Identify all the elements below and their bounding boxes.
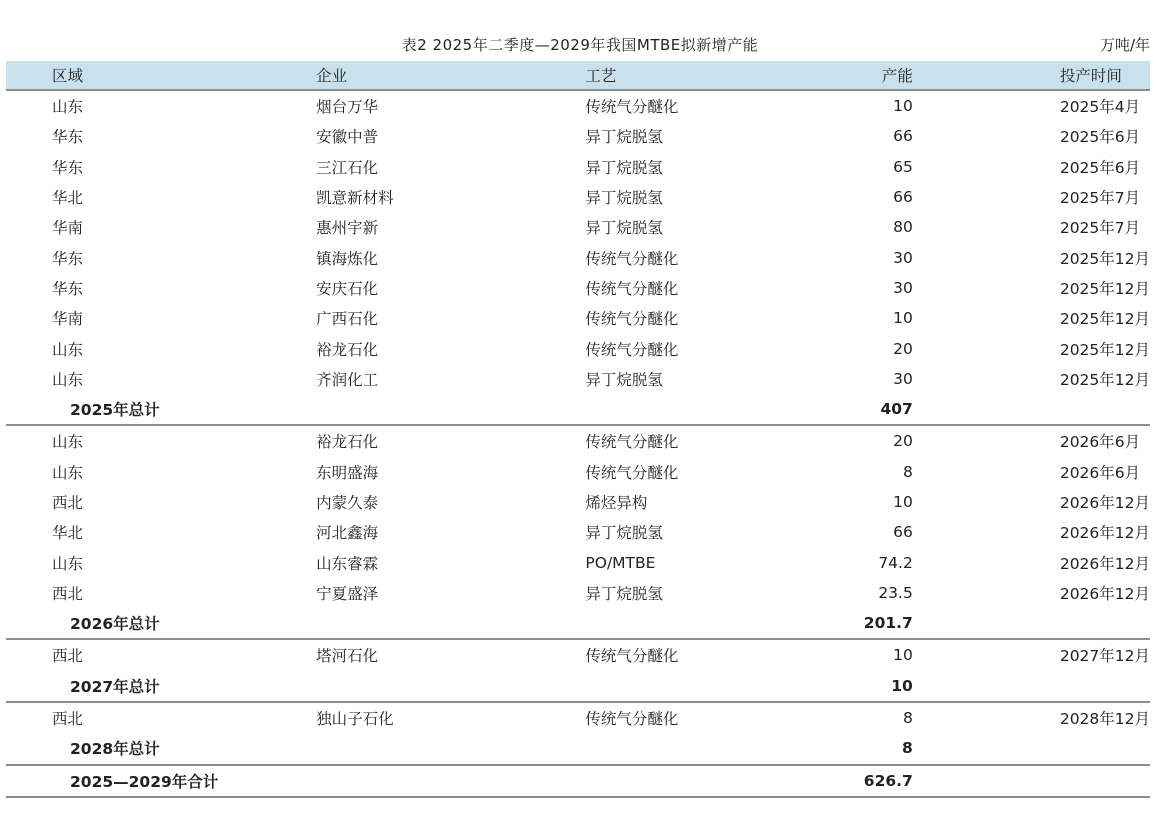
subtotal-row — [6, 733, 1150, 764]
cell-start-date: 2025年12月 — [1059, 340, 1150, 359]
cell-region: 华北 — [52, 189, 84, 208]
cell-start-date: 2025年6月 — [1059, 128, 1141, 147]
table-row — [6, 425, 1150, 456]
subtotal-row — [6, 394, 1150, 425]
cell-company: 塔河石化 — [316, 647, 379, 666]
cell-capacity: 74.2 — [878, 553, 913, 572]
cell-capacity: 626.7 — [807, 765, 913, 797]
cell-process: 传统气分醚化 — [585, 710, 679, 729]
cell-start-date: 2025年12月 — [1059, 310, 1150, 329]
subtotal-row — [6, 671, 1150, 702]
cell-start-date: 2026年6月 — [1059, 463, 1141, 482]
cell-start-date — [913, 608, 1150, 639]
cell-company: 东明盛海 — [316, 463, 379, 482]
cell-start-date: 2026年12月 — [1059, 584, 1150, 603]
cell-region: 华南 — [52, 310, 84, 329]
cell-region: 山东 — [52, 340, 84, 359]
cell-process — [585, 733, 807, 764]
cell-company: 齐润化工 — [316, 370, 379, 389]
cell-company: 裕龙石化 — [316, 433, 379, 452]
cell-process: 异丁烷脱氢 — [585, 158, 663, 177]
cell-region: 华东 — [52, 249, 84, 268]
cell-process: 传统气分醚化 — [585, 433, 679, 452]
table-row — [6, 457, 1150, 487]
header-start-date: 投产时间 — [913, 61, 1150, 90]
cell-capacity: 66 — [893, 523, 913, 542]
table-row — [6, 364, 1150, 394]
header-row — [6, 61, 1150, 90]
cell-company: 安庆石化 — [316, 279, 379, 298]
table-row — [6, 121, 1150, 151]
cell-region: 2028年总计 — [6, 733, 316, 764]
cell-company: 内蒙久泰 — [316, 494, 379, 512]
cell-capacity: 10 — [893, 309, 913, 328]
cell-start-date: 2028年12月 — [1059, 710, 1150, 729]
cell-process — [585, 765, 807, 797]
table-row — [6, 182, 1150, 212]
cell-start-date: 2025年4月 — [1059, 98, 1141, 117]
cell-capacity: 10 — [807, 671, 913, 702]
table-row — [6, 639, 1150, 670]
cell-capacity: 8 — [902, 462, 913, 481]
cell-region: 2025—2029年合计 — [6, 765, 316, 797]
cell-capacity: 66 — [893, 188, 913, 207]
cell-capacity: 30 — [893, 369, 913, 388]
cell-region: 山东 — [52, 98, 84, 117]
table-title: 表2 2025年二季度—2029年我国MTBE拟新增产能 — [401, 36, 759, 54]
cell-company: 镇海炼化 — [316, 249, 379, 268]
cell-process: 异丁烷脱氢 — [585, 128, 663, 147]
cell-region: 山东 — [52, 370, 84, 389]
capacity-table — [6, 61, 1150, 798]
cell-start-date — [913, 671, 1150, 702]
cell-start-date: 2025年12月 — [1059, 370, 1150, 389]
table-row — [6, 212, 1150, 242]
cell-process: 传统气分醚化 — [585, 98, 679, 117]
table-row — [6, 517, 1150, 547]
cell-start-date — [913, 733, 1150, 764]
cell-process: 烯烃异构 — [585, 494, 648, 512]
cell-region: 山东 — [52, 554, 84, 573]
cell-process: 传统气分醚化 — [585, 463, 679, 482]
cell-region: 西北 — [52, 584, 84, 603]
cell-region: 西北 — [52, 647, 84, 666]
table-row — [6, 487, 1150, 517]
cell-region: 华南 — [52, 219, 84, 238]
cell-company: 河北鑫海 — [316, 524, 379, 543]
cell-process: 传统气分醚化 — [585, 340, 679, 359]
cell-start-date: 2026年12月 — [1059, 524, 1150, 543]
header-capacity: 产能 — [807, 61, 913, 90]
cell-company: 安徽中普 — [316, 128, 379, 147]
cell-process — [585, 394, 807, 425]
cell-region: 华北 — [52, 524, 84, 543]
cell-capacity: 8 — [807, 733, 913, 764]
cell-start-date — [913, 394, 1150, 425]
cell-capacity: 66 — [893, 127, 913, 146]
cell-region: 山东 — [52, 463, 84, 482]
cell-process: 异丁烷脱氢 — [585, 584, 663, 603]
cell-process: 传统气分醚化 — [585, 249, 679, 268]
cell-capacity: 201.7 — [807, 608, 913, 639]
cell-process: 传统气分醚化 — [585, 647, 679, 666]
cell-capacity: 407 — [807, 394, 913, 425]
cell-company: 裕龙石化 — [316, 340, 379, 359]
cell-process: 异丁烷脱氢 — [585, 370, 663, 389]
cell-region: 2026年总计 — [6, 608, 316, 639]
cell-process: 传统气分醚化 — [585, 279, 679, 298]
cell-capacity: 30 — [893, 278, 913, 297]
cell-start-date: 2025年7月 — [1059, 219, 1141, 238]
header-region: 区域 — [6, 61, 316, 90]
cell-company — [316, 765, 585, 797]
cell-company: 惠州宇新 — [316, 219, 379, 238]
cell-capacity: 10 — [893, 646, 913, 665]
table-row — [6, 152, 1150, 182]
table-row — [6, 242, 1150, 272]
table-row — [6, 303, 1150, 333]
cell-region: 华东 — [52, 158, 84, 177]
cell-company: 三江石化 — [316, 158, 379, 177]
cell-start-date: 2025年12月 — [1059, 249, 1150, 268]
table-row — [6, 547, 1150, 577]
cell-start-date: 2026年12月 — [1059, 494, 1150, 512]
cell-process: 异丁烷脱氢 — [585, 189, 663, 208]
cell-region: 西北 — [52, 494, 84, 512]
table-row — [6, 702, 1150, 733]
cell-process: 异丁烷脱氢 — [585, 219, 663, 238]
cell-process: 异丁烷脱氢 — [585, 524, 663, 543]
cell-region: 2025年总计 — [6, 394, 316, 425]
cell-company — [316, 733, 585, 764]
table-row — [6, 90, 1150, 121]
cell-start-date: 2025年6月 — [1059, 158, 1141, 177]
cell-company: 烟台万华 — [316, 98, 379, 117]
cell-start-date — [913, 765, 1150, 797]
cell-capacity: 20 — [893, 339, 913, 358]
cell-company — [316, 671, 585, 702]
cell-capacity: 8 — [902, 709, 913, 728]
cell-capacity: 10 — [893, 493, 913, 511]
cell-capacity: 20 — [893, 432, 913, 451]
cell-region: 华东 — [52, 128, 84, 147]
header-company: 企业 — [316, 61, 585, 90]
cell-company — [316, 608, 585, 639]
cell-capacity: 23.5 — [878, 583, 913, 602]
cell-company — [316, 394, 585, 425]
cell-capacity: 30 — [893, 248, 913, 267]
cell-start-date: 2026年6月 — [1059, 433, 1141, 452]
header-process: 工艺 — [585, 61, 807, 90]
cell-region: 2027年总计 — [6, 671, 316, 702]
cell-region: 山东 — [52, 433, 84, 452]
cell-company: 凯意新材料 — [316, 189, 394, 208]
grand-total-row — [6, 765, 1150, 797]
cell-capacity: 10 — [893, 97, 913, 116]
table-body — [6, 90, 1150, 797]
table-row — [6, 273, 1150, 303]
cell-process: PO/MTBE — [585, 553, 656, 572]
cell-company: 广西石化 — [316, 310, 379, 329]
cell-region: 西北 — [52, 710, 84, 729]
subtotal-row — [6, 608, 1150, 639]
table-row — [6, 333, 1150, 363]
unit-label: 万吨/年 — [1099, 36, 1150, 54]
cell-company: 山东睿霖 — [316, 554, 379, 573]
cell-start-date: 2026年12月 — [1059, 554, 1150, 573]
cell-start-date: 2025年7月 — [1059, 189, 1141, 208]
cell-process — [585, 608, 807, 639]
cell-start-date: 2027年12月 — [1059, 647, 1150, 666]
cell-capacity: 65 — [893, 157, 913, 176]
cell-company: 独山子石化 — [316, 710, 394, 729]
cell-start-date: 2025年12月 — [1059, 279, 1150, 298]
cell-region: 华东 — [52, 279, 84, 298]
cell-capacity: 80 — [893, 218, 913, 237]
table-row — [6, 578, 1150, 608]
cell-process: 传统气分醚化 — [585, 310, 679, 329]
cell-process — [585, 671, 807, 702]
cell-company: 宁夏盛泽 — [316, 584, 379, 603]
